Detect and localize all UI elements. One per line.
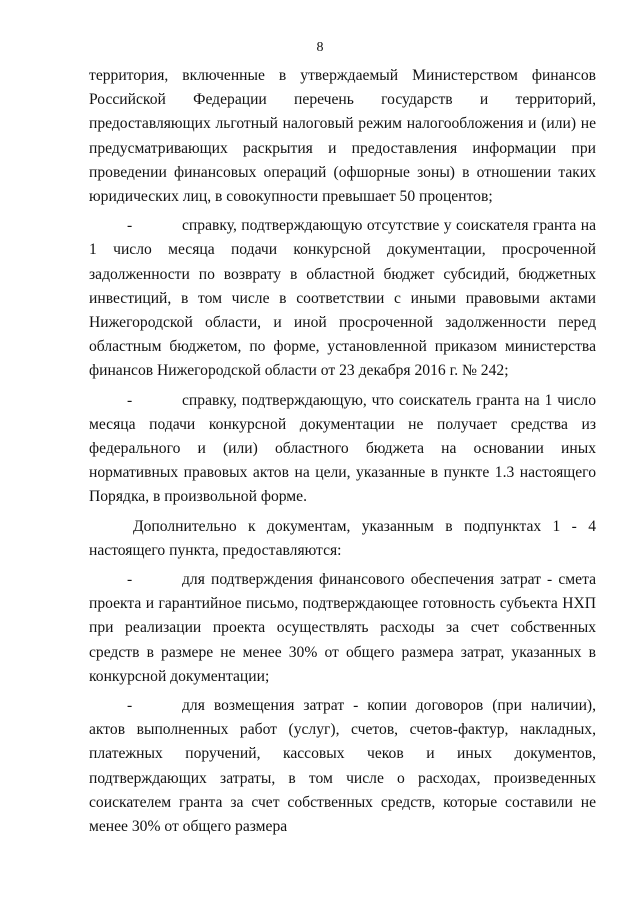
list-dash: - xyxy=(127,571,133,589)
list-item-text: справку, подтверждающую, что соискатель гранта на 1 число месяца подачи конкурсной документации не получает средства из федерального и (или) областного бюджета на основании иных нормативных правовых актов на цели, указанные в пункте 1.3 настоящего Порядка, в произвольной форме. xyxy=(89,391,596,506)
list-item-text: для возмещения затрат - копии договоров (при наличии), актов выполненных работ (услуг), счетов, счетов-фактур, накладных, платежных поручений, кассовых чеков и иных документов, подтверждающих затраты, в том числе о расходах, произведенных соискателем гранта за счет собственных средств, которые составили не менее 30% от общего размера xyxy=(89,697,596,836)
paragraph-additional-documents xyxy=(89,515,596,563)
list-item-debt-certificate xyxy=(89,214,596,383)
list-item-funding-certificate xyxy=(89,389,596,510)
list-item-text: справку, подтверждающую отсутствие у соискателя гранта на 1 число месяца подачи конкурсной документации, просроченной задолженности по возврату в областной бюджет субсидий, бюджетных инвестиций, в том числе в соответствии с иными правовыми актами Нижегородской области, и иной просроченной задолженности перед областным бюджетом, по форме, установленной приказом министерства финансов Нижегородской области от 23 декабря 2016 г. № 242; xyxy=(89,217,596,380)
list-item-cost-reimbursement xyxy=(89,694,596,839)
list-item-text: для подтверждения финансового обеспечения затрат - смета проекта и гарантийное письмо, подтверждающее готовность субъекта НХП при реализации проекта осуществлять расходы за счет собственных средств в размере не менее 30% от общего размера затрат, указанных в конкурсной документации; xyxy=(89,571,596,685)
page-number: 8 xyxy=(316,40,324,55)
paragraph-text: Дополнительно к документам, указанным в подпунктах 1 - 4 настоящего пункта, предоставляются: xyxy=(89,517,596,559)
list-item-financial-support xyxy=(89,568,596,689)
paragraph-offshore-share xyxy=(89,64,596,209)
list-dash: - xyxy=(127,391,133,409)
list-dash: - xyxy=(127,697,133,715)
list-dash: - xyxy=(127,217,133,235)
paragraph-text: территория, включенные в утверждаемый Министерством финансов Российской Федерации перечень государств и территорий, предоставляющих льготный налоговый режим налогообложения и (или) не предусматривающих раскрытия и предоставления информации при проведении финансовых операций (офшорные зоны) в отношении таких юридических лиц, в совокупности превышает 50 процентов; xyxy=(89,67,596,206)
document-body xyxy=(89,64,596,839)
